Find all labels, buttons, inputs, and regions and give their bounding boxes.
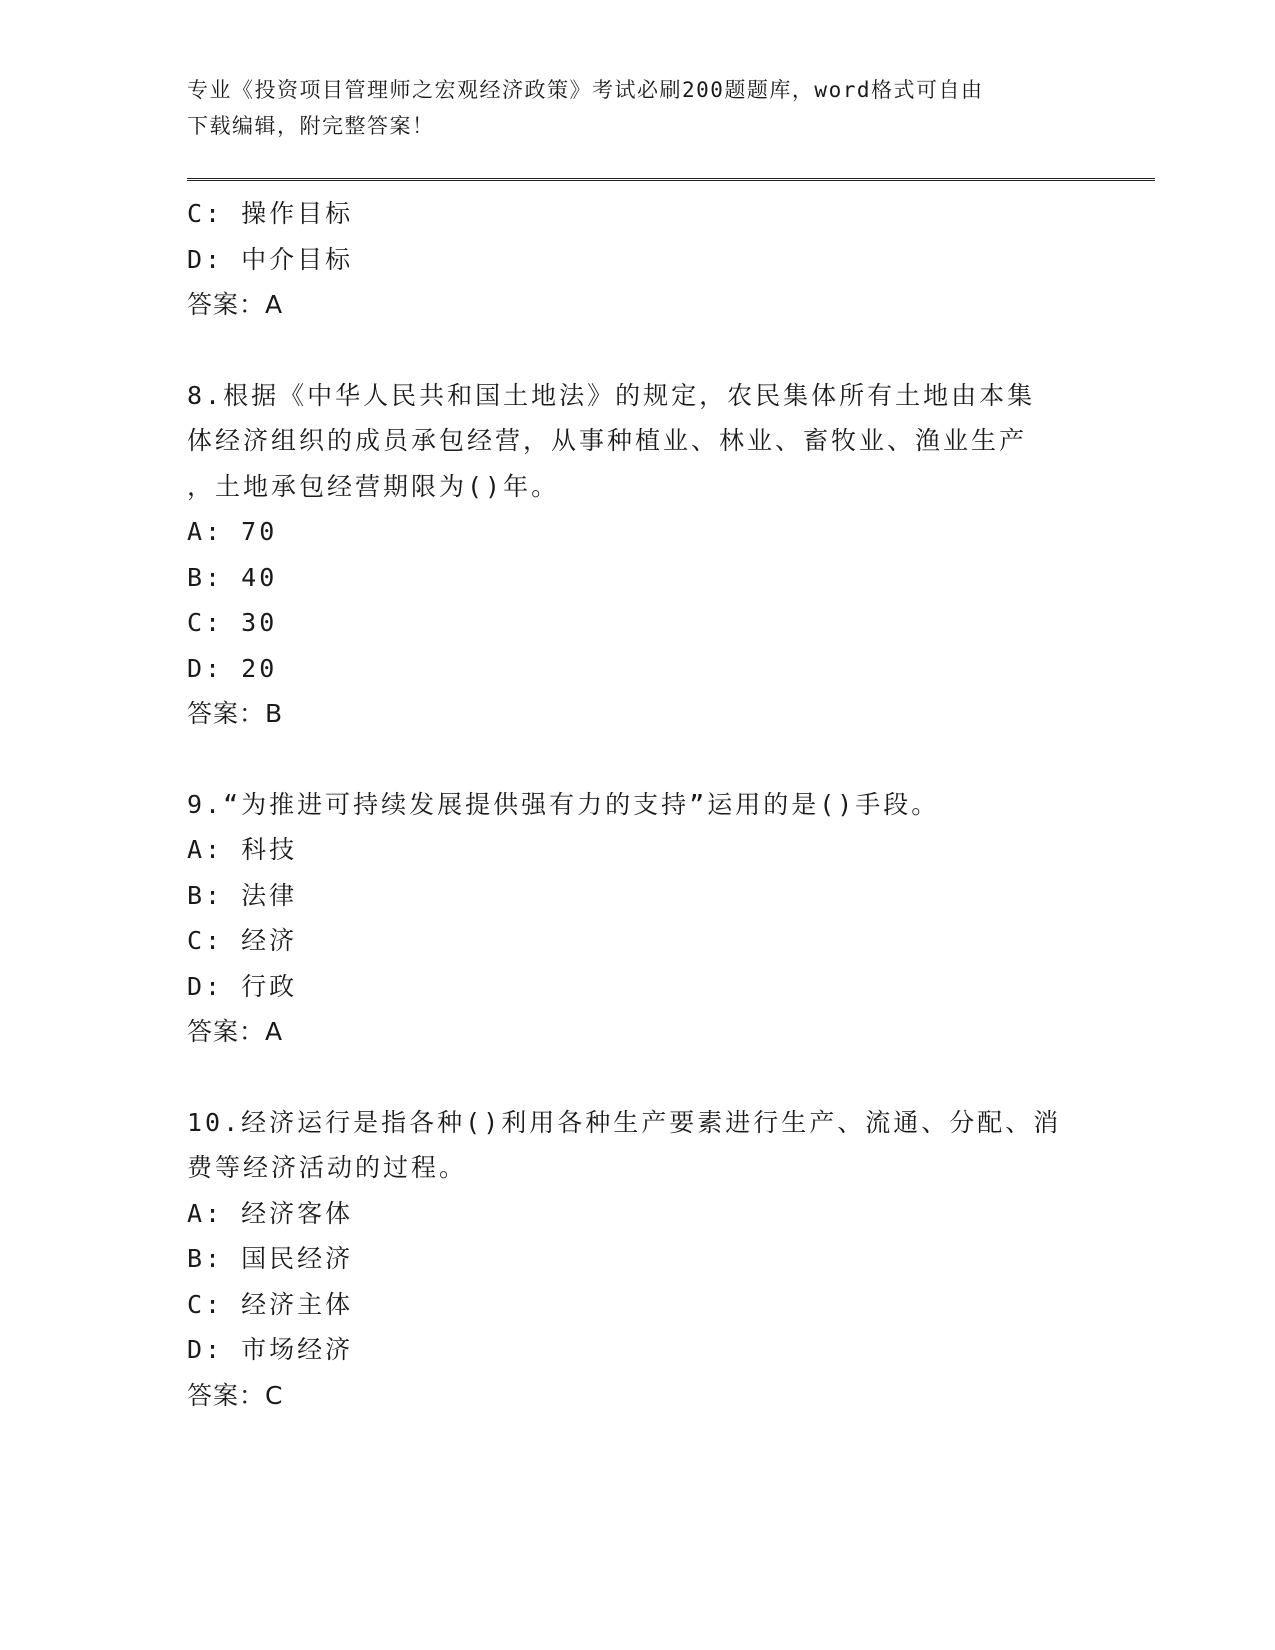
question-spacer — [187, 737, 1087, 782]
option-c: C: 30 — [187, 608, 278, 637]
header-line-1: 专业《投资项目管理师之宏观经济政策》考试必刷200题题库，word格式可自由 — [187, 78, 984, 102]
option-d: D: 行政 — [187, 971, 298, 1001]
question-text-line: ，土地承包经营期限为()年。 — [187, 471, 560, 501]
question-text-line: 费等经济活动的过程。 — [187, 1153, 468, 1182]
question-9 — [187, 782, 1087, 1055]
question-text-line: 8.根据《中华人民共和国土地法》的规定，农民集体所有土地由本集 — [187, 380, 1036, 410]
option-c: C: 操作目标 — [187, 199, 354, 228]
question-text-line: 10.经济运行是指各种()利用各种生产要素进行生产、流通、分配、消 — [187, 1107, 1062, 1137]
question-text-line: 体经济组织的成员承包经营，从事种植业、林业、畜牧业、渔业生产 — [187, 426, 1028, 455]
question-8 — [187, 373, 1087, 737]
option-c: C: 经济主体 — [187, 1289, 354, 1319]
option-d: D: 中介目标 — [187, 244, 354, 274]
option-a: A: 70 — [187, 517, 278, 546]
option-b: B: 40 — [187, 562, 278, 592]
option-d: D: 20 — [187, 653, 278, 683]
header-divider — [187, 178, 1155, 181]
answer: 答案：A — [187, 1017, 284, 1046]
answer: 答案：C — [187, 1380, 284, 1410]
question-spacer — [187, 328, 1087, 373]
option-a: A: 经济客体 — [187, 1198, 354, 1228]
header-line-2: 下载编辑，附完整答案！ — [187, 114, 435, 138]
option-b: B: 法律 — [187, 880, 298, 910]
document-body — [187, 191, 1087, 1418]
answer: 答案：B — [187, 699, 284, 728]
option-a: A: 科技 — [187, 835, 298, 864]
option-b: B: 国民经济 — [187, 1244, 354, 1273]
question-text-line: 9.“为推进可持续发展提供强有力的支持”运用的是()手段。 — [187, 789, 940, 819]
page-header — [187, 72, 1087, 144]
carryover-question — [187, 191, 1087, 328]
question-spacer — [187, 1055, 1087, 1100]
option-d: D: 市场经济 — [187, 1335, 354, 1364]
answer: 答案：A — [187, 290, 284, 319]
question-10 — [187, 1100, 1087, 1419]
option-c: C: 经济 — [187, 926, 298, 955]
